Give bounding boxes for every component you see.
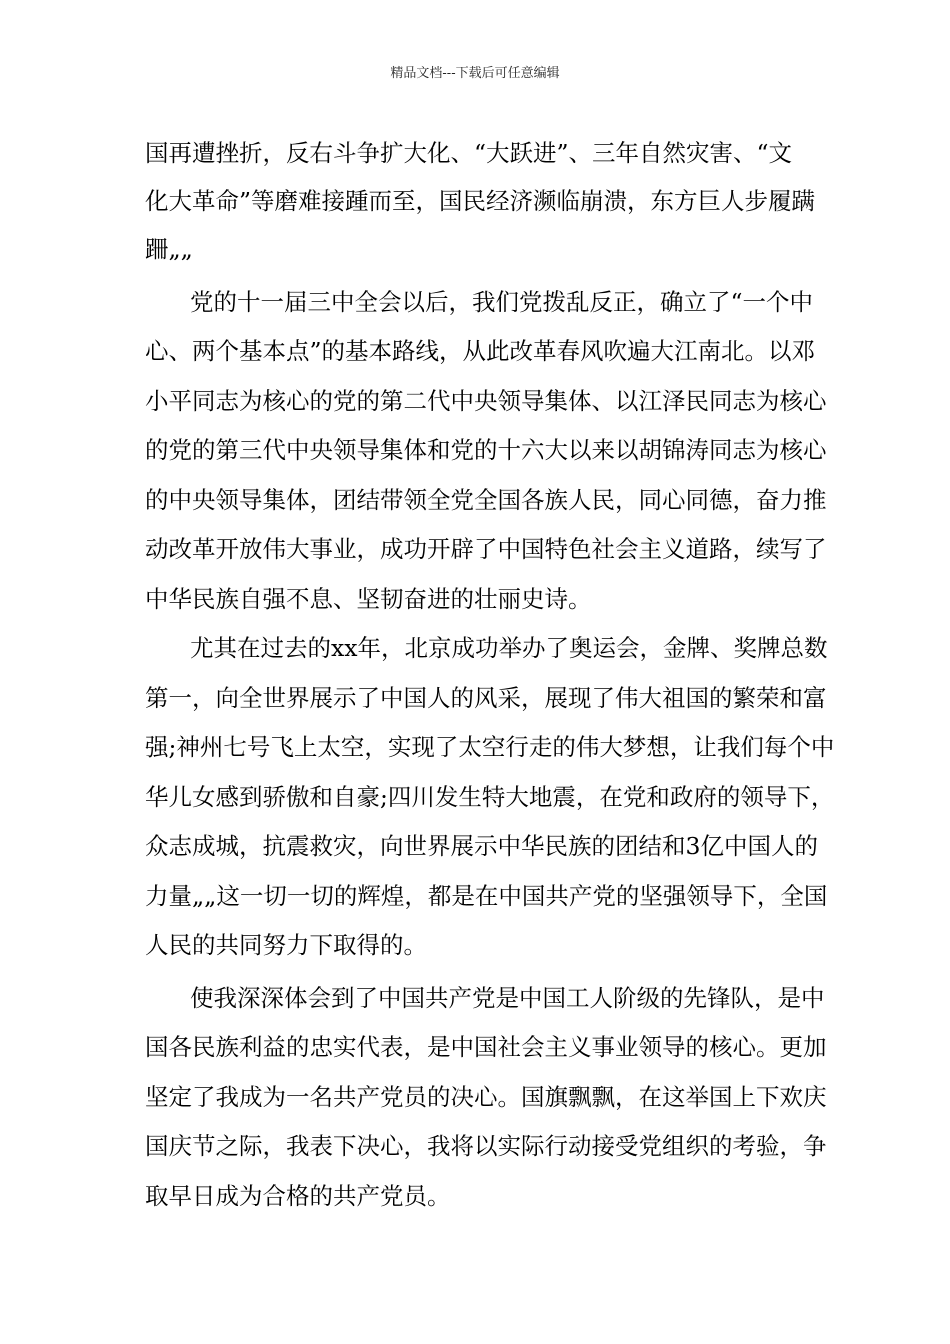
paragraph-line: 使我深深体会到了中国共产党是中国工人阶级的先锋队，是中 xyxy=(190,984,825,1012)
paragraph-line: 动改革开放伟大事业，成功开辟了中国特色社会主义道路，续写了 xyxy=(145,535,827,563)
paragraph-line: 坚定了我成为一名共产党员的决心。国旗飘飘，在这举国上下欢庆 xyxy=(145,1083,827,1111)
paragraph-line: 跚„„ xyxy=(145,235,193,263)
paragraph-line: 化大革命”等磨难接踵而至，国民经济濒临崩溃，东方巨人步履蹒 xyxy=(145,187,816,215)
paragraph-line: 国各民族利益的忠实代表，是中国社会主义事业领导的核心。更加 xyxy=(145,1033,827,1061)
paragraph-line: 华儿女感到骄傲和自豪;四川发生特大地震，在党和政府的领导下， xyxy=(145,783,835,811)
paragraph-line: 取早日成为合格的共产党员。 xyxy=(145,1182,451,1210)
paragraph-line: 的中央领导集体，团结带领全党全国各族人民，同心同德，奋力推 xyxy=(145,486,827,514)
paragraph-line: 尤其在过去的xx年，北京成功举办了奥运会，金牌、奖牌总数 xyxy=(190,634,828,662)
paragraph-line: 中华民族自强不息、坚韧奋进的壮丽史诗。 xyxy=(145,585,592,613)
paragraph-line: 众志成城，抗震救灾，向世界展示中华民族的团结和3亿中国人的 xyxy=(145,832,818,860)
paragraph-line: 第一，向全世界展示了中国人的风采，展现了伟大祖国的繁荣和富 xyxy=(145,684,827,712)
paragraph-line: 的党的第三代中央领导集体和党的十六大以来以胡锦涛同志为核心 xyxy=(145,436,827,464)
paragraph-line: 小平同志为核心的党的第二代中央领导集体、以江泽民同志为核心 xyxy=(145,387,827,415)
paragraph-line: 国庆节之际，我表下决心，我将以实际行动接受党组织的考验，争 xyxy=(145,1132,827,1160)
paragraph-line: 国再遭挫折，反右斗争扩大化、“大跃进”、三年自然灾害、“文 xyxy=(145,139,793,167)
paragraph-line: 党的十一届三中全会以后，我们党拨乱反正，确立了“一个中 xyxy=(190,288,814,316)
paragraph-line: 心、两个基本点”的基本路线，从此改革春风吹遍大江南北。以邓 xyxy=(145,337,816,365)
paragraph-line: 力量„„这一切一切的辉煌，都是在中国共产党的坚强领导下，全国 xyxy=(145,882,828,910)
paragraph-line: 强;神州七号飞上太空，实现了太空行走的伟大梦想，让我们每个中 xyxy=(145,733,835,761)
page-header: 精品文档---下载后可任意编辑 xyxy=(390,66,560,81)
paragraph-line: 人民的共同努力下取得的。 xyxy=(145,931,427,959)
